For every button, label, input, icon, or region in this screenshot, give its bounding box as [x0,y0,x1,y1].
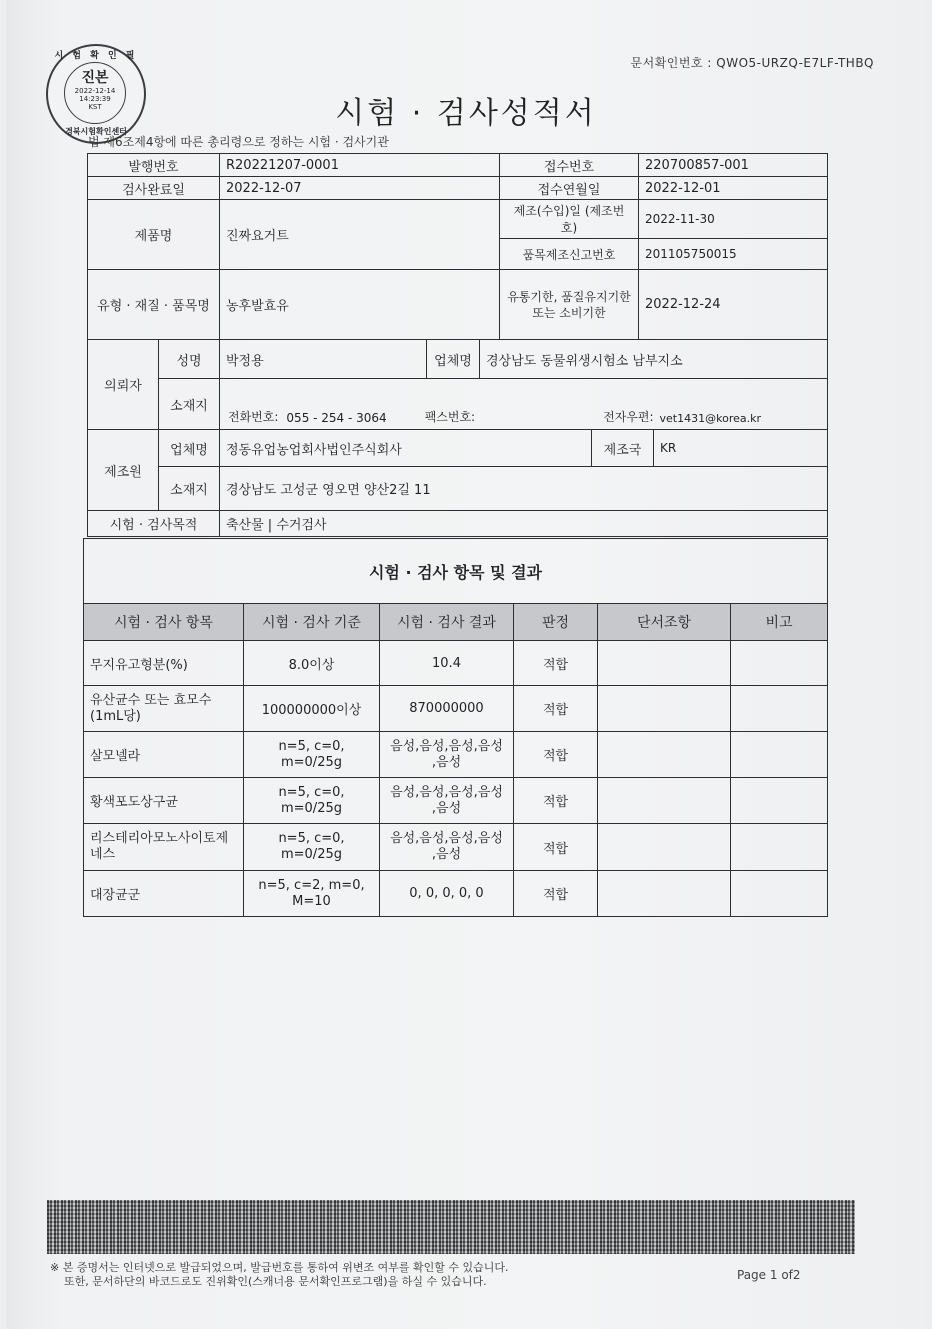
footer-note-2: 또한, 문서하단의 바코드로도 진위확인(스캐너용 문서확인프로그램)을 하실 수 있습니다. [64,1275,487,1288]
row5-remarks [730,823,828,871]
seal-bottom-text: 경북시험확인센터 [65,127,127,136]
requester-label: 의뢰자 [87,339,159,430]
receipt-no-value: 220700857-001 [638,153,828,177]
page-title: 시험 · 검사성적서 [335,96,597,131]
seal-main-text: 진본 [81,70,109,86]
type-label: 유형 · 재질 · 품목명 [87,269,220,340]
row2-result: 870000000 [379,685,514,732]
row3-standard: n=5, c=0, m=0/25g [243,731,380,778]
row2-standard: 100000000이상 [243,685,380,732]
expiry-value: 2022-12-24 [638,269,828,340]
row4-item: 황색포도상구균 [83,777,244,824]
row1-standard: 8.0이상 [243,640,380,686]
document-id: 문서확인번호 : QWO5-URZQ-E7LF-THBQ [630,56,874,70]
page-number: Page 1 of2 [737,1268,801,1282]
row6-verdict: 적합 [513,870,598,917]
product-label: 제품명 [87,199,220,270]
header-verdict: 판정 [513,603,598,641]
product-value: 진짜요거트 [219,199,500,270]
mfg-date-label: 제조(수입)일 (제조번호) [499,199,639,239]
complete-date-value: 2022-12-07 [219,176,500,200]
issue-no-value: R20221207-0001 [219,153,500,177]
row1-proviso [597,640,731,686]
purpose-value: 축산물 | 수거검사 [219,510,828,537]
row4-remarks [730,777,828,824]
purpose-label: 시험 · 검사목적 [87,510,220,537]
row5-standard: n=5, c=0, m=0/25g [243,823,380,871]
receipt-no-label: 접수번호 [499,153,639,177]
country-label: 제조국 [591,429,654,467]
row4-standard: n=5, c=0, m=0/25g [243,777,380,824]
requester-company-value: 경상남도 동물위생시험소 남부지소 [479,339,828,379]
row5-result: 음성,음성,음성,음성 ,음성 [379,823,514,871]
type-value: 농후발효유 [219,269,500,340]
row5-verdict: 적합 [513,823,598,871]
manufacturer-company-label: 업체명 [158,429,220,467]
row6-standard: n=5, c=2, m=0, M=10 [243,870,380,917]
manufacturer-address-value: 경상남도 고성군 영오면 양산2길 11 [219,466,828,511]
phone-value: 055 - 254 - 3064 [286,411,387,425]
row5-item: 리스테리아모노사이토제네스 [83,823,244,871]
requester-contact [219,378,828,430]
row2-remarks [730,685,828,732]
manufacturer-company-value: 정동유업농업회사법인주식회사 [219,429,592,467]
header-remarks: 비고 [730,603,828,641]
row4-result: 음성,음성,음성,음성 ,음성 [379,777,514,824]
row5-proviso [597,823,731,871]
complete-date-label: 검사완료일 [87,176,220,200]
row3-item: 살모넬라 [83,731,244,778]
email-value: vet1431@korea.kr [659,412,762,425]
seal-tz: KST [88,103,102,111]
seal-time: 14:23:39 [79,95,111,103]
header-standard: 시험 · 검사 기준 [243,603,380,641]
mfg-date-value: 2022-11-30 [638,199,828,239]
row2-verdict: 적합 [513,685,598,732]
fax-label: 팩스번호: [424,410,476,424]
results-section-title: 시험 · 검사 항목 및 결과 [83,538,828,604]
row1-verdict: 적합 [513,640,598,686]
report-no-value: 201105750015 [638,238,828,270]
seal-top-text: 시 험 확 인 필 [54,51,138,61]
row3-verdict: 적합 [513,731,598,778]
manufacturer-address-label: 소재지 [158,466,220,511]
row1-item: 무지유고형분(%) [83,640,244,686]
phone-label: 전화번호: [228,410,279,424]
header-item: 시험 · 검사 항목 [83,603,244,641]
row6-result: 0, 0, 0, 0, 0 [379,870,514,917]
requester-name-label: 성명 [158,339,220,379]
receipt-date-label: 접수연월일 [499,176,639,200]
row2-item: 유산균수 또는 효모수 (1mL당) [83,685,244,732]
requester-name-value: 박정용 [219,339,427,379]
header-result: 시험 · 검사 결과 [379,603,514,641]
row3-remarks [730,731,828,778]
email-label: 전자우편: [603,410,654,424]
row4-verdict: 적합 [513,777,598,824]
expiry-label: 유통기한, 품질유지기한 또는 소비기한 [499,269,639,340]
manufacturer-label: 제조원 [87,429,159,511]
country-value: KR [653,429,828,467]
report-no-label: 품목제조신고번호 [499,238,639,270]
verification-barcode [47,1200,855,1254]
row3-proviso [597,731,731,778]
row1-remarks [730,640,828,686]
footer-note-1: ※ 본 증명서는 인터넷으로 발급되었으며, 발급번호를 통하여 위변조 여부를 확인할 수 있습니다. [50,1261,509,1274]
receipt-date-value: 2022-12-01 [638,176,828,200]
requester-company-label: 업체명 [426,339,480,379]
row3-result: 음성,음성,음성,음성 ,음성 [379,731,514,778]
row6-item: 대장균군 [83,870,244,917]
requester-address-label: 소재지 [158,378,220,430]
seal-date: 2022-12-14 [74,87,116,95]
row6-remarks [730,870,828,917]
page-subtitle: 법 제6조제4항에 따른 총리령으로 정하는 시험 · 검사기관 [88,135,389,149]
row6-proviso [597,870,731,917]
row2-proviso [597,685,731,732]
header-proviso: 단서조항 [597,603,731,641]
row1-result: 10.4 [379,640,514,686]
issue-no-label: 발행번호 [87,153,220,177]
row4-proviso [597,777,731,824]
